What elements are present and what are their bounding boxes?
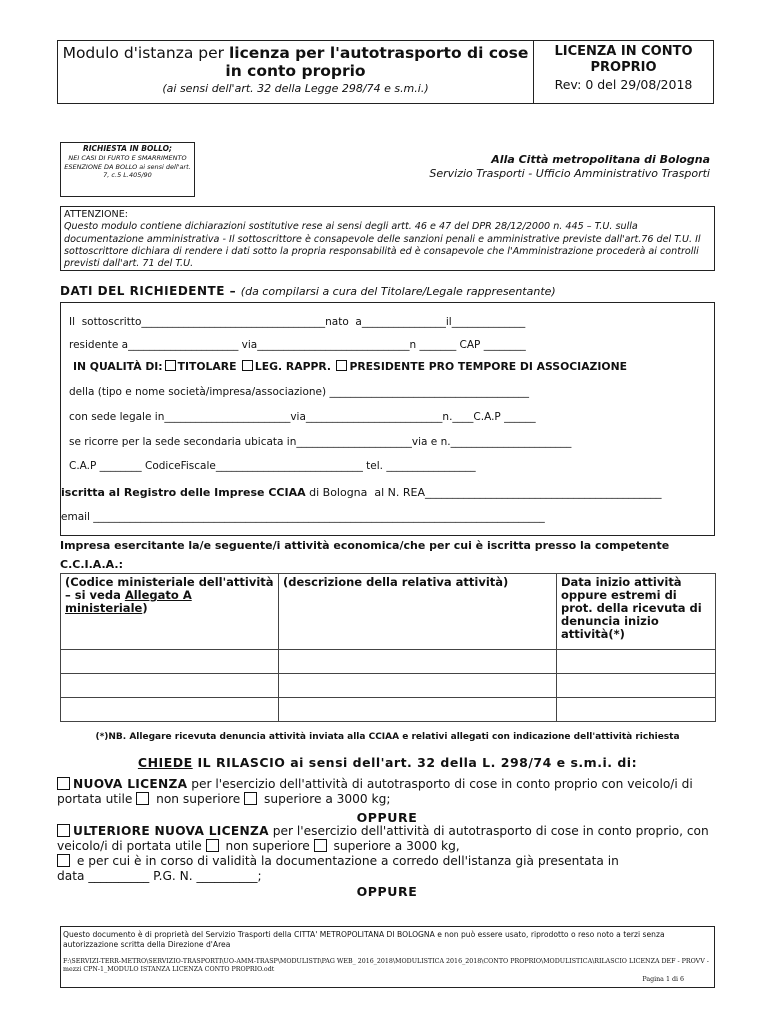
impresa-line1: Impresa esercitante la/e seguente/i attività economica/che per cui è iscritta presso la competente — [60, 539, 670, 552]
bollo-text: NEI CASI DI FURTO E SMARRIMENTO ESENZIONE DA BOLLO ai sensi dell'art. 7, c.5 L.405/90 — [64, 154, 191, 179]
field-cap-cf-tel[interactable]: C.A.P ________ CodiceFiscale____________________________ tel. _________________ — [69, 460, 476, 472]
ulteriore-licenza-label: ULTERIORE NUOVA LICENZA — [73, 824, 269, 838]
documentazione-text: e per cui è in corso di validità la documentazione a corredo dell'istanza già presentata in — [73, 854, 619, 868]
table-cell[interactable] — [279, 698, 557, 722]
bollo-title: RICHIESTA IN BOLLO; — [82, 144, 173, 153]
table-header-row — [61, 574, 716, 650]
col-codice-text: (Codice ministeriale dell'attività – si veda — [65, 575, 274, 602]
col-codice-close: ) — [142, 601, 148, 615]
license-type: LICENZA IN CONTO PROPRIO — [554, 44, 693, 75]
titolare-label: TITOLARE — [177, 360, 237, 373]
nuova-licenza-checkbox[interactable] — [57, 777, 70, 790]
bollo-box — [60, 142, 195, 197]
title-bold: licenza per l'autotrasporto di cose in conto proprio — [225, 44, 529, 80]
page-number: Pagina 1 di 6 — [642, 976, 684, 983]
ulteriore-superiore-label: superiore a 3000 kg, — [329, 839, 460, 853]
rea-text: di Bologna al N. REA___________________________________________ — [305, 486, 662, 499]
chiede-rest: IL RILASCIO ai sensi dell'art. 32 della L. 298/74 e s.m.i. di: — [192, 755, 638, 770]
table-row — [61, 674, 716, 698]
recipient-entity: Alla Città metropolitana di Bologna — [491, 153, 710, 166]
option-ulteriore-licenza — [57, 824, 717, 854]
field-sede-legale[interactable]: con sede legale in________________________via__________________________n.____C.A.P ______ — [69, 411, 536, 423]
ulteriore-superiore-checkbox[interactable] — [314, 839, 327, 852]
recipient — [429, 153, 710, 181]
footer-ownership-text: Questo documento è di proprietà del Servizio Trasporti della CITTA' METROPOLITANA DI BOLOGNA e non può essere usato, riprodotto o reso noto a terzi senza autorizzazione scritta della Direzione d'Area — [63, 930, 665, 949]
impresa-text — [60, 536, 669, 574]
allegato-a-link: Allegato A ministeriale — [65, 588, 192, 615]
oppure-1: OPPURE — [356, 810, 418, 825]
table-cell[interactable] — [61, 650, 279, 674]
nuova-non-superiore-label: non superiore — [152, 792, 241, 806]
table-row — [61, 650, 716, 674]
col-descrizione-header: (descrizione della relativa attività) — [279, 574, 557, 650]
applicant-form — [60, 302, 715, 536]
table-cell[interactable] — [61, 674, 279, 698]
applicant-subtitle: (da compilarsi a cura del Titolare/Legale rappresentante) — [240, 285, 556, 298]
ulteriore-licenza-text: per l'esercizio dell'attività di autotrasporto di cose in conto proprio, con veicolo/i di portata utile — [57, 824, 709, 853]
nuova-superiore-checkbox[interactable] — [244, 792, 257, 805]
table-cell[interactable] — [279, 674, 557, 698]
option-documentazione — [57, 854, 717, 869]
field-residente[interactable]: residente a_____________________ via_____________________________n _______ CAP ________ — [69, 339, 526, 351]
table-cell[interactable] — [557, 650, 716, 674]
titolare-checkbox[interactable] — [165, 360, 176, 371]
presidente-checkbox[interactable] — [336, 360, 347, 371]
presidente-label: PRESIDENTE PRO TEMPORE DI ASSOCIAZIONE — [349, 360, 627, 373]
document-title-box — [57, 40, 533, 104]
nb-note: (*)NB. Allegare ricevuta denuncia attività inviata alla CCIAA e relativi allegati con indicazione dell'attività richiesta — [95, 732, 680, 742]
attention-text: Questo modulo contiene dichiarazioni sostitutive rese ai sensi degli artt. 46 e 47 del DPR 28/12/2000 n. 445 – T.U. sulla documentazione amministrativa - Il sottoscrittore è consapevole delle sanzioni penali e amministrative previste dall'art.76 del T.U. Il sottoscrittore dichiara di rendere i dati sotto la propria responsabilità ed è consapevole che l'Amministrazione procederà ai controlli previsti dall'art. 71 del T.U. — [64, 221, 701, 270]
field-rea[interactable] — [61, 486, 662, 499]
ulteriore-licenza-checkbox[interactable] — [57, 824, 70, 837]
field-societa[interactable]: della (tipo e nome società/impresa/associazione) ______________________________________ — [69, 386, 529, 398]
field-sede-secondaria[interactable]: se ricorre per la sede secondaria ubicata in______________________via e n._______________________ — [69, 436, 572, 448]
nuova-licenza-text: per l'esercizio dell'attività di autotrasporto di cose in conto proprio con veicolo/i di portata utile — [57, 777, 693, 806]
col-codice-header — [61, 574, 279, 650]
ulteriore-non-superiore-checkbox[interactable] — [206, 839, 219, 852]
section-title-applicant — [60, 284, 556, 298]
table-cell[interactable] — [557, 698, 716, 722]
table-cell[interactable] — [557, 674, 716, 698]
nuova-licenza-label: NUOVA LICENZA — [73, 777, 188, 791]
activities-table — [60, 573, 716, 722]
option-nuova-licenza — [57, 777, 717, 807]
table-cell[interactable] — [279, 650, 557, 674]
nuova-non-superiore-checkbox[interactable] — [136, 792, 149, 805]
qualita-label: IN QUALITÀ DI: — [73, 360, 163, 373]
attention-label: ATTENZIONE: — [64, 209, 129, 220]
table-cell[interactable] — [61, 698, 279, 722]
field-sottoscritto[interactable]: Il sottoscritto___________________________________nato a________________il______________ — [69, 316, 526, 328]
registro-imprese-label: iscritta al Registro delle Imprese CCIAA — [61, 486, 306, 499]
footer-file-path: F:\SERVIZI-TERR-METRO\SERVIZIO-TRASPORTI\UO-AMM-TRASP\MODULISTI\PAG WEB_ 2016_2018\MODULISTICA 2016_2018\CONTO PROPRIO\MODULISTICA\RILASCIO LICENZA DEF - PROVV - mezzi CPN-1_MODULO ISTANZA LICENZA CONTO PROPRIO.odt — [63, 958, 709, 973]
impresa-line2: C.C.I.A.A.: — [60, 558, 123, 571]
nuova-superiore-label: superiore a 3000 kg; — [260, 792, 391, 806]
footer-box — [60, 926, 715, 988]
applicant-title: DATI DEL RICHIEDENTE – — [60, 284, 241, 298]
leg-rappr-label: LEG. RAPPR. — [254, 360, 332, 373]
documentazione-checkbox[interactable] — [57, 854, 70, 867]
chiede-word: CHIEDE — [137, 755, 193, 770]
table-row — [61, 698, 716, 722]
document-title — [58, 44, 533, 80]
ulteriore-non-superiore-label: non superiore — [221, 839, 310, 853]
license-type-box — [533, 40, 714, 104]
recipient-office: Servizio Trasporti - Ufficio Amministrativo Trasporti — [429, 167, 710, 180]
oppure-2: OPPURE — [356, 884, 418, 899]
data-pg-field[interactable]: data __________ P.G. N. __________; — [57, 869, 262, 883]
leg-rappr-checkbox[interactable] — [242, 360, 253, 371]
field-email[interactable]: email ______________________________________________________________________________________ — [61, 511, 545, 523]
title-prefix: Modulo d'istanza per — [62, 44, 229, 62]
chiede-heading — [60, 755, 715, 770]
revision: Rev: 0 del 29/08/2018 — [554, 77, 693, 92]
qualita-row — [73, 360, 627, 373]
attention-box — [60, 206, 715, 271]
col-data-header: Data inizio attività oppure estremi di prot. della ricevuta di denuncia inizio attività(*) — [557, 574, 716, 650]
document-subtitle: (ai sensi dell'art. 32 della Legge 298/74 e s.m.i.) — [162, 82, 429, 95]
